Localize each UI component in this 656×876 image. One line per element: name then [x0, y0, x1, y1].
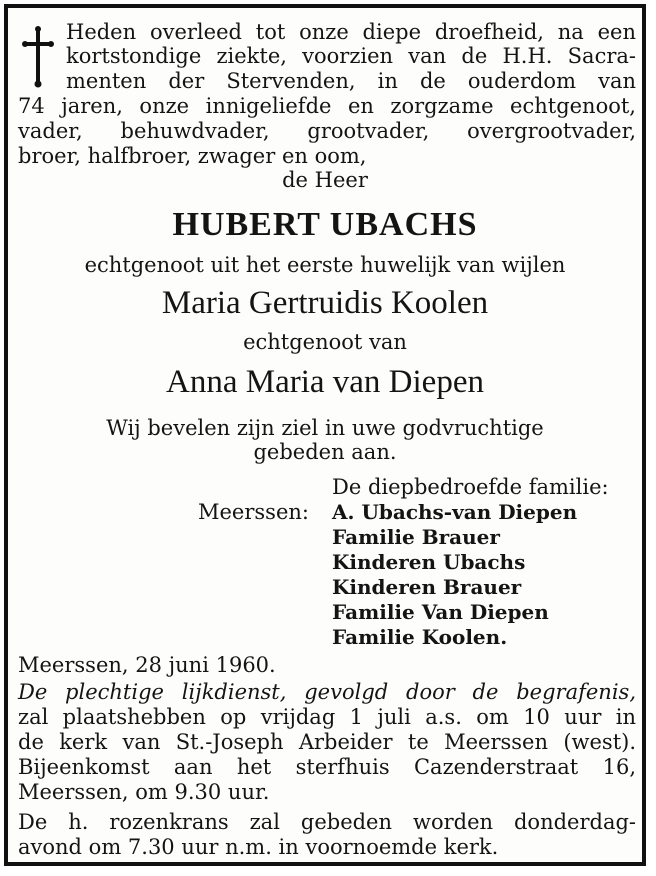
funeral-line-3: de kerk van St.-Joseph Arbeider te Meerssen (west).: [18, 730, 636, 754]
intro-line-5: vader, behuwdvader, grootvader, overgrootvader,: [18, 119, 636, 143]
date-line: Meerssen, 28 juni 1960.: [18, 653, 276, 677]
family-heading: De diepbedroefde familie:: [332, 475, 609, 499]
intro-line-4: 74 jaren, onze innigeliefde en zorgzame echtgenoot,: [18, 94, 636, 118]
intro-line-3: menten der Stervenden, in de ouderdom van: [66, 69, 636, 93]
title-prefix: de Heer: [282, 168, 368, 192]
intro-line-2: kortstondige ziekte, voorzien van de H.H. Sacra-: [66, 44, 636, 68]
intro-line-6: broer, halfbroer, zwager en oom,: [18, 144, 367, 168]
funeral-line-4: Bijeenkomst aan het sterfhuis Cazenderstraat 16,: [18, 755, 636, 779]
funeral-line-1: De plechtige lijkdienst, gevolgd door de begrafenis,: [18, 680, 636, 704]
prayer-line-1: Wij bevelen zijn ziel in uwe godvruchtige: [106, 416, 544, 440]
intro-line-1: Heden overleed tot onze diepe droefheid, na een: [66, 20, 636, 44]
family-member: Kinderen Ubachs: [332, 550, 526, 574]
family-member: Familie Van Diepen: [332, 600, 549, 624]
family-place: Meerssen:: [198, 500, 309, 524]
spouse2-intro: echtgenoot van: [243, 330, 407, 354]
obituary-card: [4, 4, 646, 866]
prayer-line-2: gebeden aan.: [253, 440, 397, 464]
spouse1-intro: echtgenoot uit het eerste huwelijk van wijlen: [84, 253, 566, 277]
rosary-line-2: avond om 7.30 uur n.m. in voornoemde kerk.: [18, 835, 499, 859]
rosary-line-1: De h. rozenkrans zal gebeden worden donderdag-: [18, 810, 636, 834]
family-member: Familie Brauer: [332, 525, 500, 549]
family-member: Kinderen Brauer: [332, 575, 522, 599]
family-member: A. Ubachs-van Diepen: [332, 500, 578, 524]
spouse2-name: Anna Maria van Diepen: [166, 364, 484, 400]
family-member: Familie Koolen.: [332, 625, 508, 649]
funeral-line-2: zal plaatshebben op vrijdag 1 juli a.s. om 10 uur in: [18, 705, 636, 729]
cross-icon: [22, 26, 54, 88]
spouse1-name: Maria Gertruidis Koolen: [161, 285, 489, 321]
funeral-line-5: Meerssen, om 9.30 uur.: [18, 780, 270, 804]
deceased-name: HUBERT UBACHS: [172, 206, 478, 243]
